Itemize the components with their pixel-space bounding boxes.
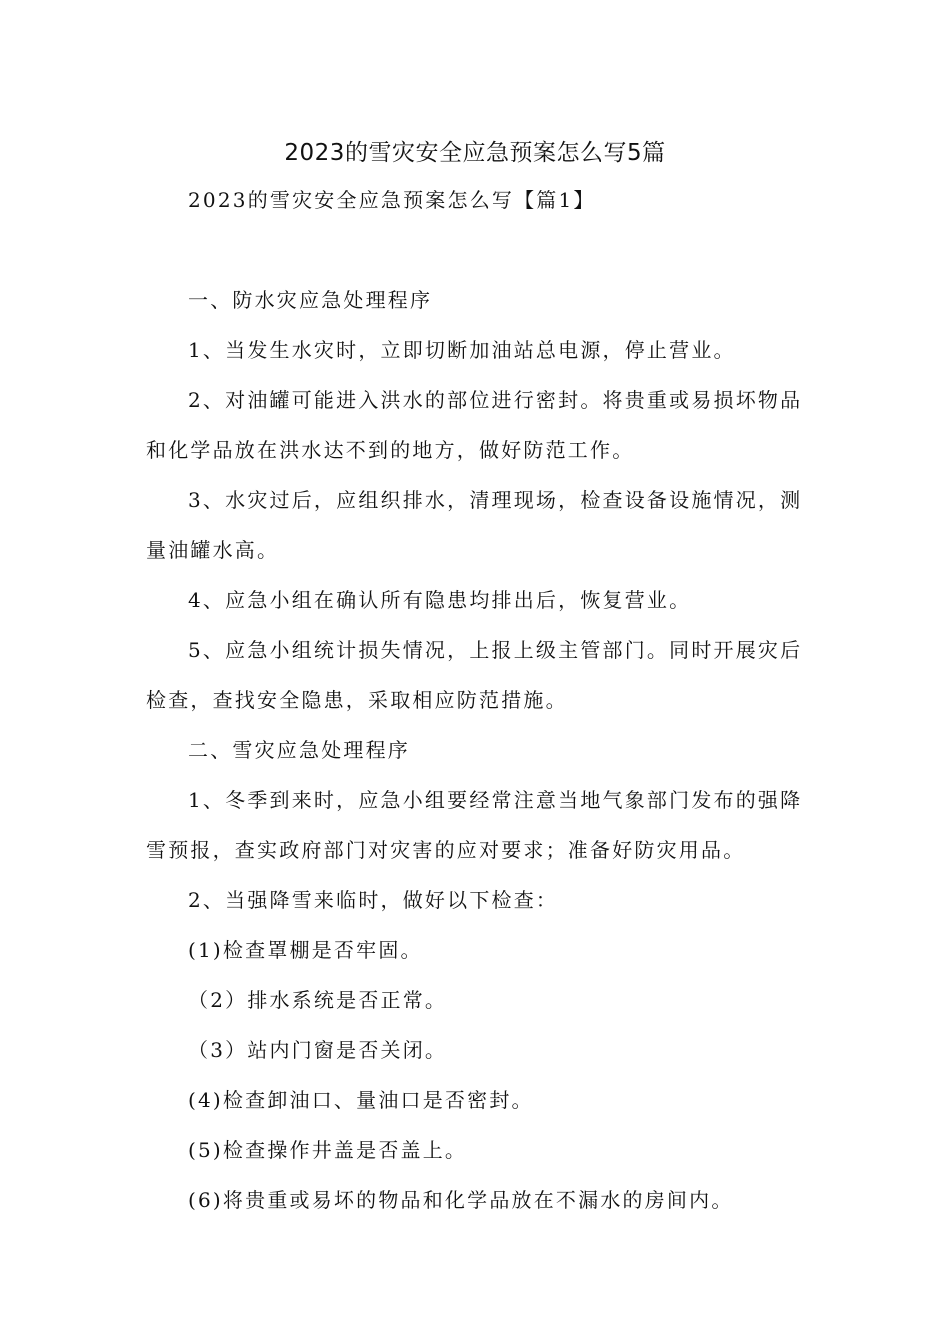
paragraph-line: (4)检查卸油口、量油口是否密封。 [188,1088,534,1112]
document-title: 2023的雪灾安全应急预案怎么写5篇 [284,140,666,166]
paragraph-line: (6)将贵重或易坏的物品和化学品放在不漏水的房间内。 [188,1188,734,1212]
paragraph-line: （3）站内门窗是否关闭。 [188,1038,448,1062]
paragraph-line: 1、冬季到来时，应急小组要经常注意当地气象部门发布的强降 [188,788,803,812]
paragraph-line: 检查，查找安全隐患，采取相应防范措施。 [146,688,568,712]
paragraph-line: 量油罐水高。 [146,538,280,562]
paragraph-line: 5、应急小组统计损失情况，上报上级主管部门。同时开展灾后 [188,638,803,662]
paragraph-line: 二、雪灾应急处理程序 [188,738,410,762]
paragraph-line: 1、当发生水灾时，立即切断加油站总电源，停止营业。 [188,338,736,362]
paragraph-line: 雪预报，查实政府部门对灾害的应对要求；准备好防灾用品。 [146,838,746,862]
paragraph-line: 2、当强降雪来临时，做好以下检查： [188,888,559,912]
paragraph-line: 和化学品放在洪水达不到的地方，做好防范工作。 [146,438,635,462]
paragraph-line: (1)检查罩棚是否牢固。 [188,938,423,962]
paragraph-line: (5)检查操作井盖是否盖上。 [188,1138,468,1162]
paragraph-line: （2）排水系统是否正常。 [188,988,448,1012]
section-subtitle: 2023的雪灾安全应急预案怎么写【篇1】 [188,188,596,212]
paragraph-line: 2、对油罐可能进入洪水的部位进行密封。将贵重或易损坏物品 [188,388,803,412]
paragraph-line: 4、应急小组在确认所有隐患均排出后，恢复营业。 [188,588,692,612]
paragraph-line: 一、防水灾应急处理程序 [188,288,433,312]
paragraph-line: 3、水灾过后，应组织排水，清理现场，检查设备设施情况，测 [188,488,803,512]
